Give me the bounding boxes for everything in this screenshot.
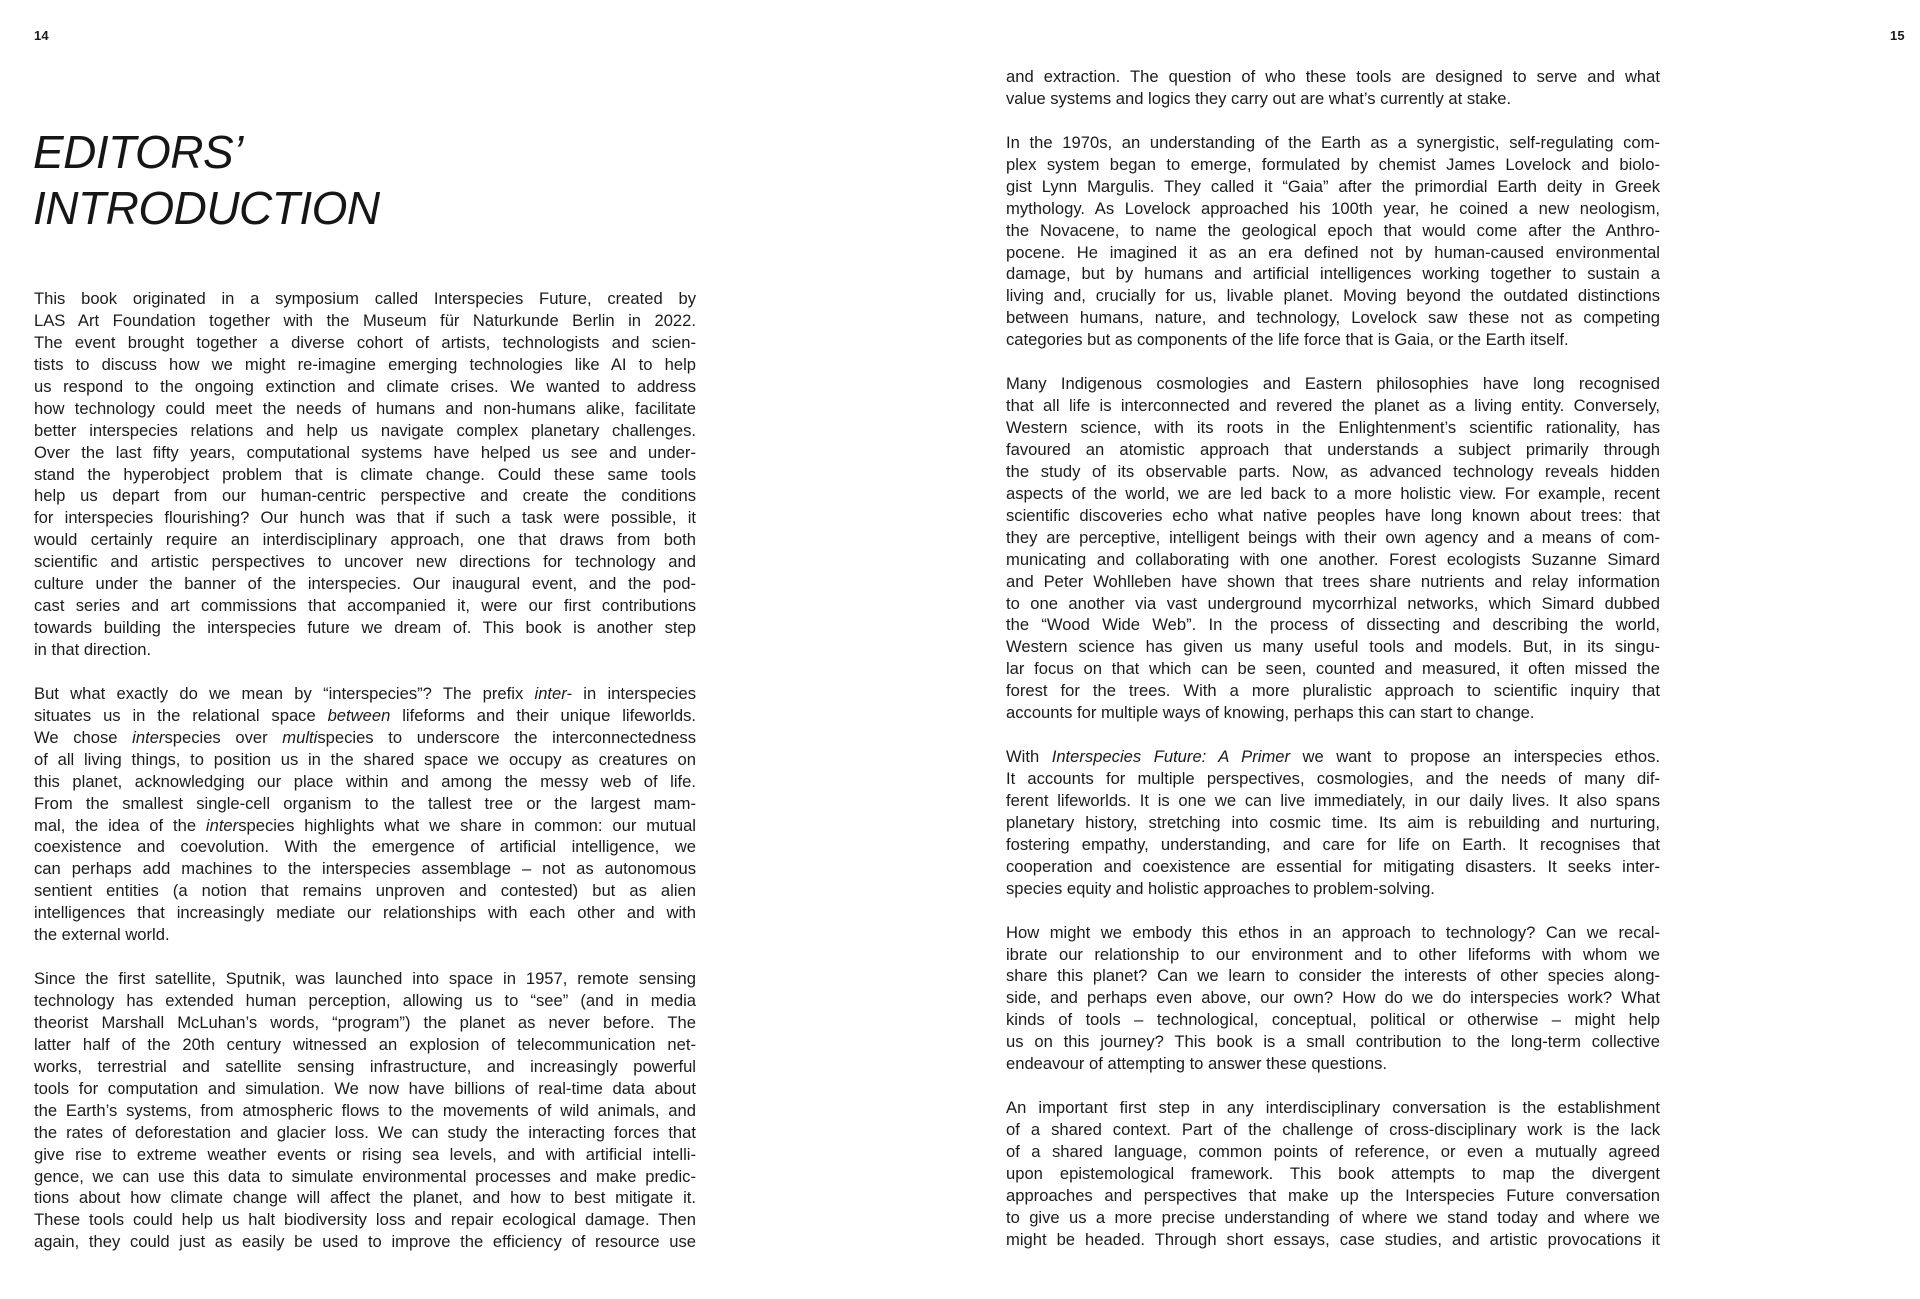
text-line: the rates of deforestation and glacier loss. We can study the interacting forces that	[34, 1122, 696, 1142]
text-line: Over the last fifty years, computational systems have helped us see and under-	[34, 442, 696, 462]
body-paragraph	[1006, 746, 1660, 900]
text-line: coexistence and coevolution. With the emergence of artificial intelligence, we	[34, 837, 696, 857]
text-line: theorist Marshall McLuhan’s words, “program”) the planet as never before. The	[34, 1012, 696, 1032]
text-line: gist Lynn Margulis. They called it “Gaia” after the primordial Earth deity in Greek	[1006, 176, 1660, 196]
text-line: An important first step in any interdisciplinary conversation is the establishment	[1006, 1098, 1660, 1118]
text-line: Since the first satellite, Sputnik, was launched into space in 1957, remote sensing	[34, 969, 696, 989]
text-line: stand the hyperobject problem that is climate change. Could these same tools	[34, 464, 696, 484]
chapter-title-line: INTRODUCTION	[33, 182, 380, 234]
text-line: cast series and art commissions that accompanied it, were our first contributions	[34, 596, 696, 616]
text-line: share this planet? Can we learn to consider the interests of other species along-	[1006, 966, 1660, 986]
text-line: side, and perhaps even above, our own? How do we do interspecies work? What	[1006, 988, 1660, 1008]
text-line: forest for the trees. With a more pluralistic approach to scientific inquiry that	[1006, 681, 1660, 701]
text-line: this planet, acknowledging our place within and among the messy web of life.	[34, 771, 696, 791]
text-line: mal, the idea of the interspecies highlights what we share in common: our mutual	[34, 815, 696, 835]
text-line: fostering empathy, understanding, and care for life on Earth. It recognises that	[1006, 834, 1660, 854]
text-line: of a shared language, common points of reference, or even a mutually agreed	[1006, 1141, 1660, 1161]
text-line: can perhaps add machines to the interspecies assemblage – not as autonomous	[34, 859, 696, 879]
text-line: between humans, nature, and technology, Lovelock saw these not as competing	[1006, 308, 1660, 328]
text-line: technology has extended human perception, allowing us to “see” (and in media	[34, 991, 696, 1010]
text-line: in that direction.	[34, 640, 152, 659]
body-paragraph	[34, 968, 696, 1253]
text-line: These tools could help us halt biodiversity loss and repair ecological damage. Then	[34, 1210, 696, 1230]
text-line: municating and collaborating with one another. Forest ecologists Suzanne Simard	[1006, 549, 1660, 569]
text-line: mythology. As Lovelock approached his 100th year, he coined a new neologism,	[1006, 198, 1660, 218]
text-line: of all living things, to position us in the shared space we occupy as creatures on	[34, 749, 696, 769]
text-line: But what exactly do we mean by “interspecies”? The prefix inter- in interspecies	[34, 683, 696, 703]
text-line: cooperation and coexistence are essential for mitigating disasters. It seeks inter-	[1006, 856, 1660, 876]
text-line: intelligences that increasingly mediate our relationships with each other and with	[34, 903, 696, 923]
text-line: give rise to extreme weather events or rising sea levels, and with artificial intelli-	[34, 1144, 696, 1164]
text-line: to give us a more precise understanding of where we stand today and where we	[1006, 1207, 1660, 1227]
text-line: tists to discuss how we might re-imagine emerging technologies like AI to help	[34, 354, 696, 374]
body-paragraph	[1006, 66, 1660, 110]
page-number-right: 15	[1890, 28, 1905, 43]
body-paragraph	[34, 288, 696, 661]
text-line: situates us in the relational space between lifeforms and their unique lifeworlds.	[34, 705, 696, 725]
text-line: categories but as components of the life force that is Gaia, or the Earth itself.	[1006, 330, 1569, 350]
text-line: Western science has given us many useful tools and models. But, in its singu-	[1006, 637, 1660, 657]
text-line: kinds of tools – technological, conceptual, political or otherwise – might help	[1006, 1010, 1660, 1030]
text-line: and extraction. The question of who these tools are designed to serve and what	[1006, 67, 1660, 86]
text-line: towards building the interspecies future we dream of. This book is another step	[34, 618, 696, 638]
text-line: value systems and logics they carry out are what’s currently at stake.	[1006, 88, 1512, 108]
chapter-title	[33, 124, 380, 236]
body-paragraph	[1006, 373, 1660, 724]
chapter-title-line: EDITORS’	[33, 126, 243, 178]
text-line: planetary history, stretching into cosmic time. Its aim is rebuilding and nurturing,	[1006, 812, 1660, 832]
text-line: tools for computation and simulation. We now have billions of real-time data about	[34, 1078, 696, 1098]
body-paragraph	[1006, 132, 1660, 351]
page-number-left: 14	[34, 28, 49, 43]
text-line: of a shared context. Part of the challenge of cross-disciplinary work is the lack	[1006, 1120, 1660, 1139]
text-line: accounts for multiple ways of knowing, perhaps this can start to change.	[1006, 703, 1535, 723]
text-line: The event brought together a diverse cohort of artists, technologists and scien-	[34, 332, 696, 352]
text-line: and Peter Wohlleben have shown that trees share nutrients and relay information	[1006, 571, 1660, 591]
text-line: endeavour of attempting to answer these questions.	[1006, 1054, 1387, 1074]
text-line: again, they could just as easily be used to improve the efficiency of resource use	[34, 1232, 696, 1252]
text-line: the Earth’s systems, from atmospheric flows to the movements of wild animals, and	[34, 1100, 696, 1120]
text-line: LAS Art Foundation together with the Museum für Naturkunde Berlin in 2022.	[34, 310, 696, 330]
italic-emphasis: Interspecies Future: A Primer	[1051, 747, 1291, 767]
text-line: species equity and holistic approaches to problem-solving.	[1006, 878, 1435, 898]
text-line: might be headed. Through short essays, case studies, and artistic provocations it	[1006, 1229, 1660, 1249]
text-line: for interspecies flourishing? Our hunch was that if such a task were possible, it	[34, 508, 696, 528]
text-line: upon epistemological framework. This book attempts to map the divergent	[1006, 1163, 1660, 1183]
text-line: scientific discoveries echo what native peoples have long known about trees: that	[1006, 505, 1660, 525]
body-paragraph	[34, 683, 696, 946]
text-line: From the smallest single-cell organism to the tallest tree or the largest mam-	[34, 793, 696, 813]
text-line: culture under the banner of the interspecies. Our inaugural event, and the pod-	[34, 574, 696, 594]
text-line: approaches and perspectives that make up the Interspecies Future conversation	[1006, 1185, 1660, 1205]
text-line: lar focus on that which can be seen, counted and measured, it often missed the	[1006, 659, 1660, 679]
text-line: It accounts for multiple perspectives, cosmologies, and the needs of many dif-	[1006, 769, 1660, 788]
text-line: the study of its observable parts. Now, as advanced technology reveals hidden	[1006, 461, 1660, 481]
text-line: pocene. He imagined it as an era defined not by human-caused environmental	[1006, 242, 1660, 262]
text-line: the “Wood Wide Web”. In the process of dissecting and describing the world,	[1006, 615, 1660, 635]
text-line: Western science, with its roots in the Enlightenment’s scientific rationality, has	[1006, 418, 1660, 437]
italic-emphasis: between	[327, 705, 391, 725]
italic-emphasis: inter	[205, 815, 239, 835]
text-line: the Novacene, to name the geological epoch that would come after the Anthro-	[1006, 220, 1660, 240]
text-line: they are perceptive, intelligent beings with their own agency and a means of com-	[1006, 527, 1660, 547]
italic-emphasis: inter	[132, 727, 165, 747]
text-line: aspects of the world, we are led back to a more holistic view. For example, recent	[1006, 483, 1660, 503]
left-page-body	[34, 288, 696, 1275]
text-line: help us depart from our human-centric perspective and create the conditions	[34, 486, 696, 506]
right-page-body	[1006, 66, 1660, 1273]
text-line: us on this journey? This book is a small contribution to the long-term collective	[1006, 1032, 1660, 1052]
text-line: How might we embody this ethos in an approach to technology? Can we recal-	[1006, 922, 1660, 942]
text-line: This book originated in a symposium called Interspecies Future, created by	[34, 289, 696, 308]
text-line: living and, crucially for us, livable planet. Moving beyond the outdated distinctions	[1006, 286, 1660, 306]
text-line: plex system began to emerge, formulated by chemist James Lovelock and biolo-	[1006, 154, 1660, 174]
italic-emphasis: inter-	[534, 683, 573, 703]
text-line: scientific and artistic perspectives to uncover new directions for technology and	[34, 552, 696, 572]
text-line: ibrate our relationship to our environment and to other lifeforms with whom we	[1006, 944, 1660, 964]
text-line: We chose interspecies over multispecies to underscore the interconnectedness	[34, 727, 697, 747]
italic-emphasis: multi	[282, 727, 318, 747]
text-line: In the 1970s, an understanding of the Earth as a synergistic, self-regulating com-	[1006, 132, 1660, 152]
text-line: gence, we can use this data to simulate environmental processes and make predic-	[34, 1166, 696, 1186]
text-line: works, terrestrial and satellite sensing infrastructure, and increasingly powerful	[34, 1056, 696, 1076]
text-line: would certainly require an interdisciplinary approach, one that draws from both	[34, 530, 696, 550]
text-line: us respond to the ongoing extinction and climate crises. We wanted to address	[34, 376, 696, 396]
text-line: to one another via vast underground mycorrhizal networks, which Simard dubbed	[1006, 593, 1660, 613]
text-line: With Interspecies Future: A Primer we want to propose an interspecies ethos.	[1006, 747, 1660, 767]
text-line: favoured an atomistic approach that understands a subject primarily through	[1006, 439, 1660, 459]
text-line: Many Indigenous cosmologies and Eastern philosophies have long recognised	[1006, 374, 1660, 394]
body-paragraph	[1006, 922, 1660, 1076]
text-line: the external world.	[34, 925, 170, 945]
text-line: damage, but by humans and artificial intelligences working together to sustain a	[1006, 264, 1660, 284]
text-line: sentient entities (a notion that remains unproven and contested) but as alien	[34, 881, 696, 901]
text-line: how technology could meet the needs of humans and non-humans alike, facilitate	[34, 398, 696, 418]
text-line: latter half of the 20th century witnessed an explosion of telecommunication net-	[34, 1034, 696, 1054]
text-line: tions about how climate change will affect the planet, and how to best mitigate it.	[34, 1188, 696, 1208]
text-line: ferent lifeworlds. It is one we can live immediately, in our daily lives. It also spans	[1006, 790, 1660, 810]
text-line: that all life is interconnected and revered the planet as a living entity. Conversely,	[1006, 396, 1660, 416]
body-paragraph	[1006, 1097, 1660, 1251]
text-line: better interspecies relations and help us navigate complex planetary challenges.	[34, 420, 696, 440]
